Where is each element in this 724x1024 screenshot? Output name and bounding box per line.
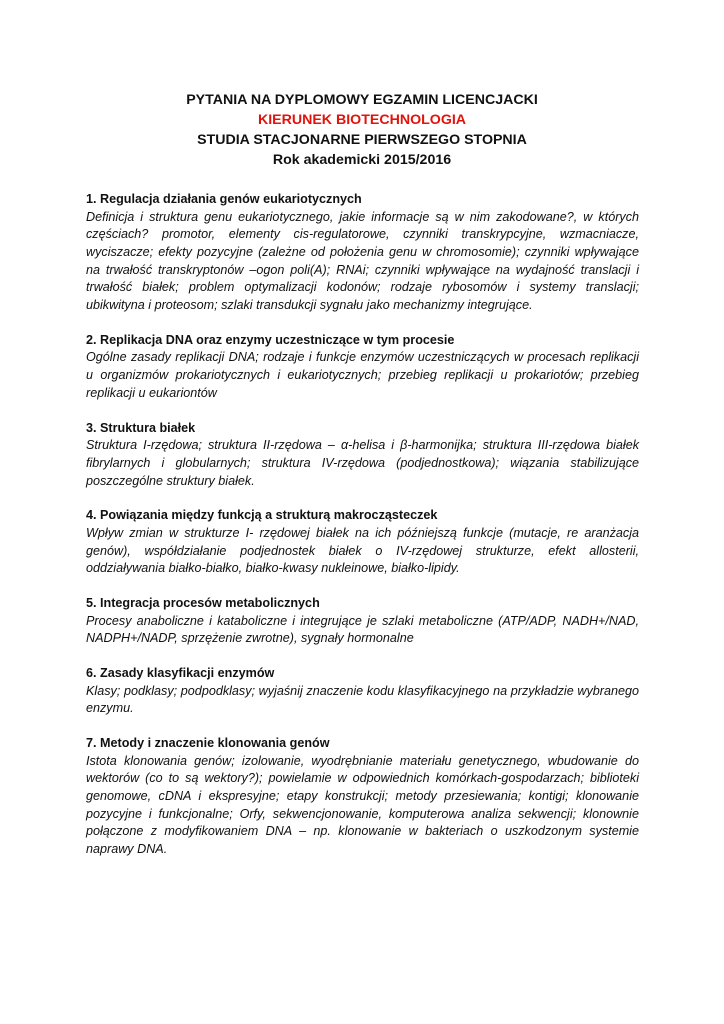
question-section	[86, 735, 639, 859]
question-title: 5. Integracja procesów metabolicznych	[86, 595, 320, 610]
question-title: 6. Zasady klasyfikacji enzymów	[86, 665, 275, 680]
question-body: Definicja i struktura genu eukariotycznego, jakie informacje są w nim zakodowane?, w których częściach? promotor, elementy cis-regulatorowe, czynniki transkrypcyjne, wzmacniacze, wyciszacze; efekty pozycyjne (zależne od położenia genu w chromosomie); czynniki wpływające na trwałość transkryptonów –ogon poli(A); RNAi; czynniki wpływające na wydajność translacji i trwałość białek; problem optymalizacji kodonów; rodzaje rybosomów i systemy translacji; ubikwityna i proteosom; szlaki transdukcji sygnału jako mechanizmy integrujące.	[86, 209, 639, 313]
question-section	[86, 332, 639, 403]
question-section	[86, 507, 639, 578]
question-title: 1. Regulacja działania genów eukariotycznych	[86, 192, 362, 206]
question-section	[86, 191, 639, 315]
question-section	[86, 665, 639, 718]
question-body: Ogólne zasady replikacji DNA; rodzaje i funkcje enzymów uczestniczących w procesach replikacji u organizmów prokariotycznych i eukariotycznych; przebieg replikacji u prokariotów; przebieg replikacji u eukariontów	[86, 350, 639, 400]
question-title: 4. Powiązania między funkcją a strukturą makrocząsteczek	[86, 508, 438, 523]
question-title: 7. Metody i znaczenie klonowania genów	[86, 735, 330, 750]
question-title: 2. Replikacja DNA oraz enzymy uczestniczące w tym procesie	[86, 332, 455, 347]
header-study-mode: STUDIA STACJONARNE PIERWSZEGO STOPNIA	[197, 132, 527, 148]
question-section	[86, 595, 639, 648]
header-title: PYTANIA NA DYPLOMOWY EGZAMIN LICENCJACKI	[186, 92, 538, 108]
question-body: Istota klonowania genów; izolowanie, wyodrębnianie materiału genetycznego, wbudowanie do wektorów (co to są wektory?); powielamie w odpowiednich komórkach-gospodarzach; biblioteki genomowe, cDNA i ekspresyjne; etapy konstrukcji; metody przesiewania; kontigi; klonowanie pozycyjne i funkcjonalne; Orfy, sekwencjonowanie, komputerowa analiza sekwencji; klonownie połączone z modyfikowaniem DNA – np. klonowanie w bakteriach o uszkodzonym systemie naprawy DNA.	[86, 753, 639, 857]
question-title: 3. Struktura białek	[86, 420, 196, 435]
header-academic-year: Rok akademicki 2015/2016	[272, 152, 452, 168]
question-body: Wpływ zmian w strukturze I- rzędowej białek na ich późniejszą funkcje (mutacje, re aranżacja genów), współdziałanie podjednostek białek o IV-rzędowej strukturze, efekt allosterii, oddziaływania białko-białko, białko-kwasy nukleinowe, białko-lipidy.	[86, 525, 639, 576]
document-header	[0, 90, 724, 170]
question-body: Struktura I-rzędowa; struktura II-rzędowa – α-helisa i β-harmonijka; struktura III-rzędowa białek fibrylarnych i globularnych; struktura IV-rzędowa (podjednostkowa); wiązania stabilizujące poszczególne struktury białek.	[86, 438, 639, 488]
question-body: Klasy; podklasy; podpodklasy; wyjaśnij znaczenie kodu klasyfikacyjnego na przykładzie wybranego enzymu.	[86, 683, 639, 716]
question-body: Procesy anaboliczne i kataboliczne i integrujące je szlaki metaboliczne (ATP/ADP, NADH+/NAD, NADPH+/NADP, sprzężenie zwrotne), sygnały hormonalne	[86, 613, 639, 646]
question-section	[86, 420, 639, 491]
header-field-of-study: KIERUNEK BIOTECHNOLOGIA	[257, 112, 467, 128]
questions-list	[86, 191, 639, 876]
